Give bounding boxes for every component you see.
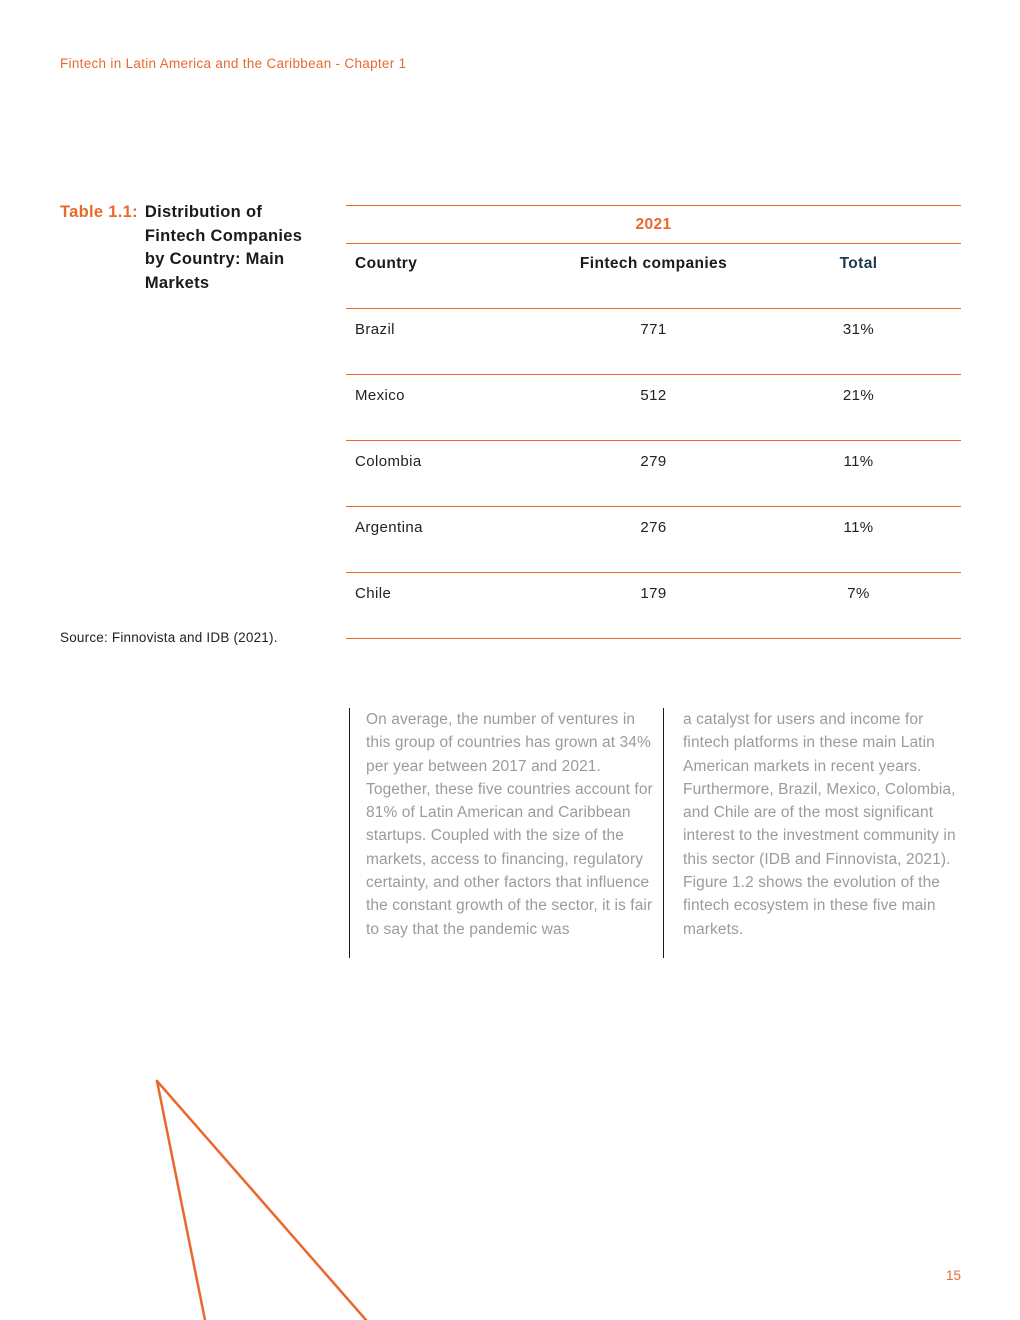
column-header-fintech: Fintech companies — [551, 244, 756, 309]
cell-total: 21% — [756, 375, 961, 441]
cell-country: Mexico — [346, 375, 551, 441]
cell-country: Chile — [346, 573, 551, 639]
cell-country: Brazil — [346, 309, 551, 375]
cell-total: 31% — [756, 309, 961, 375]
table-row — [346, 507, 961, 573]
cell-country: Colombia — [346, 441, 551, 507]
cell-total: 11% — [756, 441, 961, 507]
table-year-header: 2021 — [346, 206, 961, 244]
table-year-row — [346, 206, 961, 244]
table-row — [346, 309, 961, 375]
cell-fintech: 771 — [551, 309, 756, 375]
decorative-line-left — [157, 1081, 205, 1320]
cell-country: Argentina — [346, 507, 551, 573]
decorative-line-right — [157, 1081, 366, 1320]
table-row — [346, 375, 961, 441]
table-caption-title: Distribution of Fintech Companies by Country: Main Markets — [144, 203, 303, 292]
source-note: Source: Finnovista and IDB (2021). — [60, 630, 278, 645]
body-text-right-column: a catalyst for users and income for fintech platforms in these main Latin American markets in recent years. Furthermore, Brazil, Mexico, Colombia, and Chile are of the most significant interest to the investment community in this sector (IDB and Finnovista, 2021). Figure 1.2 shows the evolution of the fintech ecosystem in these five main markets. — [663, 708, 964, 958]
table-row — [346, 573, 961, 639]
table-caption — [60, 201, 320, 295]
table-row — [346, 441, 961, 507]
table-caption-label: Table 1.1: — [60, 203, 138, 221]
cell-total: 11% — [756, 507, 961, 573]
column-header-total: Total — [756, 244, 961, 309]
body-text-left-column: On average, the number of ventures in this group of countries has grown at 34% per year between 2017 and 2021. Together, these five countries account for 81% of Latin American and Caribbean startups. Coupled with the size of the markets, access to financing, regulatory certainty, and other factors that influence the constant growth of the sector, it is fair to say that the pandemic was — [349, 708, 663, 958]
running-header: Fintech in Latin America and the Caribbean - Chapter 1 — [60, 56, 407, 71]
cell-fintech: 276 — [551, 507, 756, 573]
fintech-distribution-table — [346, 205, 961, 639]
page-number: 15 — [946, 1268, 962, 1283]
cell-total: 7% — [756, 573, 961, 639]
cell-fintech: 279 — [551, 441, 756, 507]
column-header-country: Country — [346, 244, 551, 309]
table-header-row — [346, 244, 961, 309]
cell-fintech: 179 — [551, 573, 756, 639]
cell-fintech: 512 — [551, 375, 756, 441]
body-text-columns — [349, 708, 964, 958]
